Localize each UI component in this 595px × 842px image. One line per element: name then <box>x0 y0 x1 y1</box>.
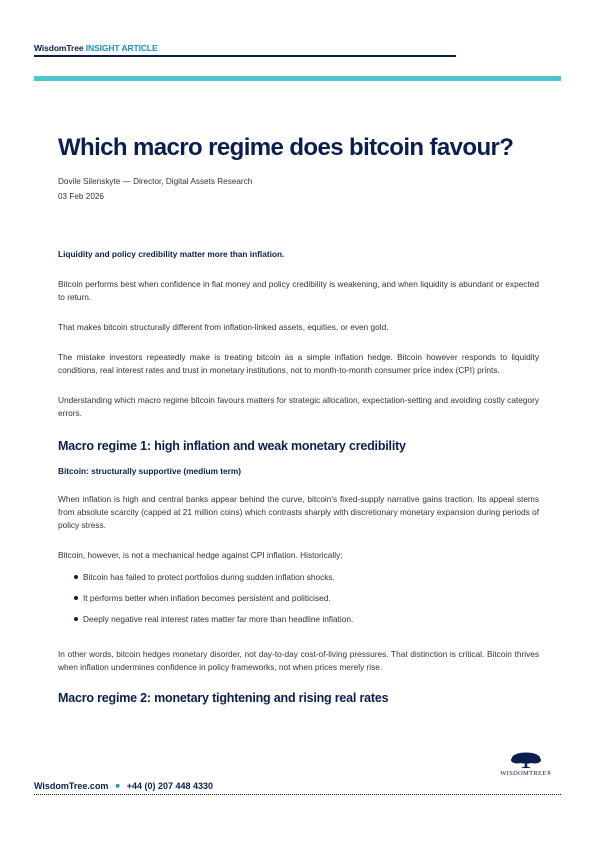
body-paragraph: In other words, bitcoin hedges monetary disorder, not day-to-day cost-of-living pressures. That distinction is critical. Bitcoin thrives when inflation undermines confidence in policy frameworks, not when prices merely rise. <box>58 649 539 672</box>
wisdomtree-logo <box>493 751 559 779</box>
header-rule <box>34 55 456 57</box>
bullet-list <box>58 571 539 626</box>
footer-divider <box>34 794 561 795</box>
article-type-label: INSIGHT ARTICLE <box>85 43 158 53</box>
logo-wordmark: WISDOMTREE® <box>500 770 552 777</box>
body-paragraph: When inflation is high and central banks appear behind the curve, bitcoin's fixed-supply narrative gains traction. Its appeal stems from absolute scarcity (capped at 21 million coins) which contrasts sharply with discretionary monetary expansion during periods of policy stress. <box>58 494 539 530</box>
publish-date: 03 Feb 2026 <box>58 192 104 201</box>
header-brand <box>34 43 158 53</box>
intro-paragraph: Bitcoin performs best when confidence in fiat money and policy credibility is weakening, and when liquidity is abundant or expected to return. <box>58 279 539 302</box>
section-heading-regime-2: Macro regime 2: monetary tightening and rising real rates <box>58 691 389 705</box>
footer-phone: +44 (0) 207 448 4330 <box>126 781 214 791</box>
body-paragraph: Bitcoin, however, is not a mechanical hedge against CPI inflation. Historically: <box>58 550 343 560</box>
list-item: Deeply negative real interest rates matter far more than headline inflation. <box>58 613 539 626</box>
intro-paragraph: The mistake investors repeatedly make is treating bitcoin as a simple inflation hedge. Bitcoin however responds to liquidity conditions, real interest rates and trust in monetary institutions, not to month-to-month consumer price index (CPI) prints. <box>58 352 539 375</box>
brand-name: WisdomTree <box>34 43 84 53</box>
intro-paragraph: That makes bitcoin structurally different from inflation-linked assets, equities, or even gold. <box>58 322 389 332</box>
author-byline: Dovile Silenskyte — Director, Digital Assets Research <box>58 177 253 186</box>
tree-icon <box>493 751 559 771</box>
section-heading-regime-1: Macro regime 1: high inflation and weak monetary credibility <box>58 439 406 453</box>
footer-website-link[interactable]: WisdomTree.com <box>34 781 109 791</box>
article-body <box>58 248 539 705</box>
list-item: It performs better when inflation becomes persistent and politicised. <box>58 592 539 605</box>
intro-paragraph: Understanding which macro regime bitcoin favours matters for strategic allocation, expectation-setting and avoiding costly category errors. <box>58 395 539 418</box>
accent-bar <box>34 76 561 81</box>
footer-separator: ■ <box>115 783 120 790</box>
article-title: Which macro regime does bitcoin favour? <box>58 134 514 161</box>
section-subheading: Bitcoin: structurally supportive (medium term) <box>58 466 242 476</box>
footer-contact <box>34 781 213 791</box>
lead-paragraph: Liquidity and policy credibility matter more than inflation. <box>58 249 285 259</box>
list-item: Bitcoin has failed to protect portfolios during sudden inflation shocks. <box>58 571 539 584</box>
